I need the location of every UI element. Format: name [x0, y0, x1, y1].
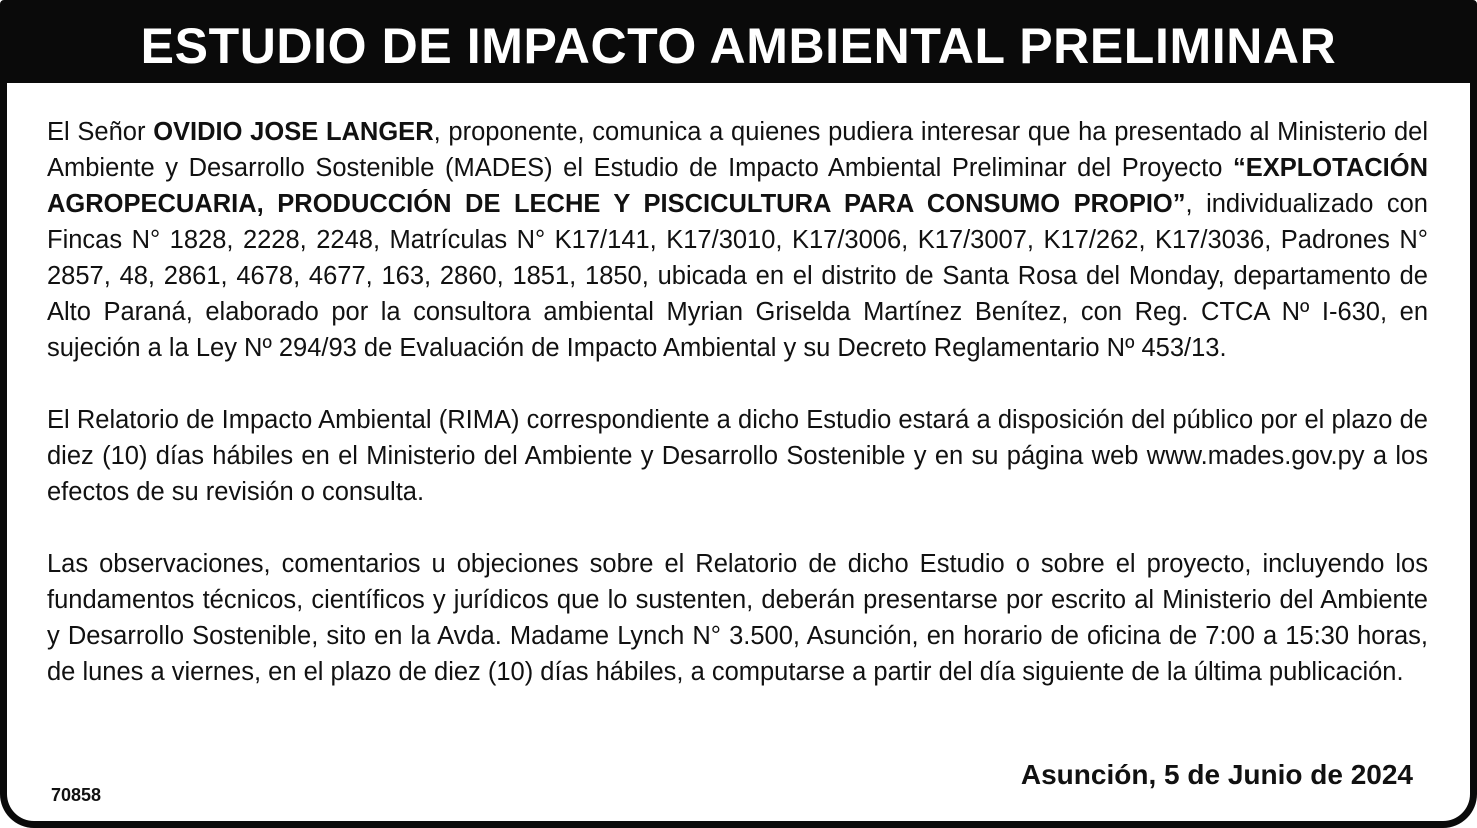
- ad-reference-number: 70858: [51, 785, 102, 805]
- notice-body: [47, 114, 1428, 726]
- paragraph-rima-availability: El Relatorio de Impacto Ambiental (RIMA) correspondiente a dicho Estudio estará a disposición del público por el plazo de diez (10) días hábiles en el Ministerio del Ambiente y Desarrollo Sostenible y en su página web www.mades.gov.py a los efectos de su revisión o consulta.: [47, 406, 1428, 506]
- proponent-name: OVIDIO JOSE LANGER: [153, 118, 434, 146]
- paragraph-announcement-intro: El Señor: [47, 118, 154, 146]
- paragraph-observations: Las observaciones, comentarios u objeciones sobre el Relatorio de dicho Estudio o sobre el proyecto, incluyendo los fundamentos técnicos, científicos y jurídicos que lo sustenten, deberán presentarse por escrito al Ministerio del Ambiente y Desarrollo Sostenible, sito en la Avda. Madame Lynch N° 3.500, Asunción, en horario de oficina de 7:00 a 15:30 horas, de lunes a viernes, en el plazo de diez (10) días hábiles, a computarse a partir del día siguiente de la última publicación.: [47, 550, 1428, 686]
- project-name: “EXPLOTACIÓN AGROPECUARIA, PRODUCCIÓN DE LECHE Y PISCICULTURA PARA CONSUMO PROPIO”: [47, 154, 1428, 218]
- notice-header: [7, 7, 1470, 83]
- paragraph-announcement-details: , individualizado con Fincas N° 1828, 2228, 2248, Matrículas N° K17/141, K17/3010, K17/3006, K17/3007, K17/262, K17/3036, Padrones N° 2857, 48, 2861, 4678, 4677, 163, 2860, 1851, 1850, ubicada en el distrito de Santa Rosa del Monday, departamento de Alto Paraná, elaborado por la consultora ambiental Myrian Griselda Martínez Benítez, con Reg. CTCA Nº I-630, en sujeción a la Ley Nº 294/93 de Evaluación de Impacto Ambiental y su Decreto Reglamentario Nº 453/13.: [47, 190, 1428, 362]
- paragraph-announcement-mid: , proponente, comunica a quienes pudiera interesar que ha presentado al Ministerio del Ambiente y Desarrollo Sostenible (MADES) el Estudio de Impacto Ambiental Preliminar del Proyecto: [47, 118, 1428, 182]
- page-title: ESTUDIO DE IMPACTO AMBIENTAL PRELIMINAR: [140, 18, 1337, 74]
- publication-date: Asunción, 5 de Junio de 2024: [1020, 759, 1413, 790]
- paragraph-announcement: [47, 114, 1428, 366]
